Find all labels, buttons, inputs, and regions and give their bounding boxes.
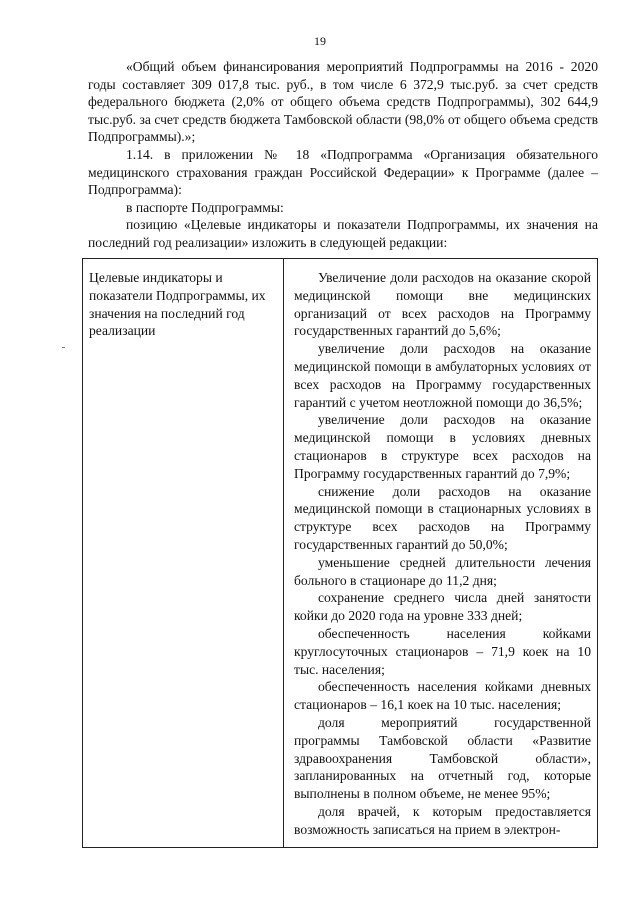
margin-mark <box>62 347 65 348</box>
indicators-value-cell <box>284 259 598 848</box>
table-row <box>83 259 598 848</box>
financing-paragraph: «Общий объем финансирования мероприятий Подпрограммы на 2016 - 2020 годы составляет 309 017,8 тыс. руб., в том числе 6 372,9 тыс.руб. за счет средств федерального бюджета (2,0% от общего объема средств Подпрограммы), 302 644,9 тыс.руб. за счет средств бюджета Тамбовской области (98,0% от общего объема средств Подпрограммы).»; <box>88 59 598 145</box>
indicator-item: доля мероприятий государственной программы Тамбовской области «Развитие здравоохранения Тамбовской области», запланированных на отчетный год, которые выполнены в полном объеме, не менее 95%; <box>294 714 591 802</box>
indicator-item: обеспеченность населения койками дневных стационаров – 16,1 коек на 10 тыс. населения; <box>294 679 591 713</box>
indicator-item: сохранение среднего числа дней занятости койки до 2020 года на уровне 333 дней; <box>294 590 591 624</box>
indicator-item: снижение доли расходов на оказание медицинской помощи в стационарных условиях в структуре всех расходов на Программу государственных гарантий до 50,0%; <box>294 483 591 552</box>
page-number: 19 <box>314 34 326 48</box>
position-paragraph: позицию «Целевые индикаторы и показатели Подпрограммы, их значения на последний год реализации» изложить в следующей редакции: <box>88 217 598 250</box>
indicator-item: увеличение доли расходов на оказание медицинской помощи в амбулаторных условиях от всех расходов на Программу государственных гарантий с учетом неотложной помощи до 36,5%; <box>294 341 591 410</box>
indicator-item: Увеличение доли расходов на оказание скорой медицинской помощи вне медицинских организаций от всех расходов на Программу государственных гарантий до 5,6%; <box>294 270 591 339</box>
indicator-item: увеличение доли расходов на оказание медицинской помощи в условиях дневных стационаров в структуре всех расходов на Программу государственных гарантий до 7,9%; <box>294 412 591 481</box>
passport-paragraph: в паспорте Подпрограммы: <box>126 199 284 215</box>
amendment-paragraph: 1.14. в приложении № 18 «Подпрограмма «Организация обязательного медицинского страхования граждан Российской Федерации» к Программе (далее – Подпрограмма): <box>88 146 598 198</box>
indicator-item: обеспеченность населения койками круглосуточных стационаров – 71,9 коек на 10 тыс. населения; <box>294 625 591 677</box>
passport-table <box>82 258 598 848</box>
indicator-item: уменьшение средней длительности лечения больного в стационаре до 11,2 дня; <box>294 554 591 588</box>
intro-text <box>88 58 598 252</box>
indicator-item: доля врачей, к которым предоставляется возможность записаться на прием в электрон- <box>294 803 591 837</box>
indicators-label-cell: Целевые индикаторы и показатели Подпрограммы, их значения на последний год реализации <box>83 259 284 848</box>
